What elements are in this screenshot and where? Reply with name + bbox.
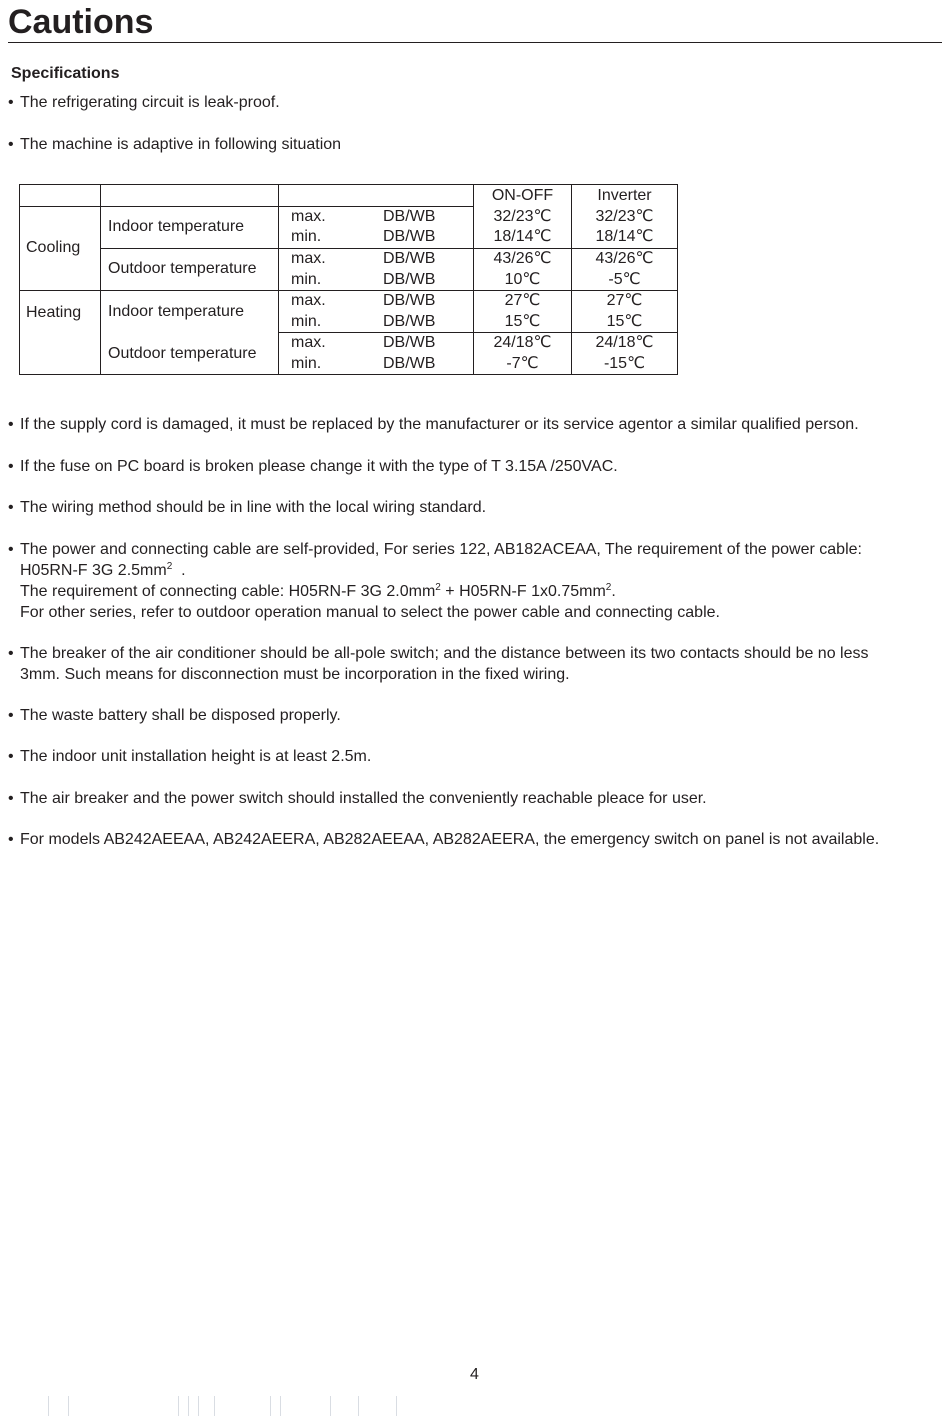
power-cable-line-3b: + H05RN-F 1x0.75mm: [440, 583, 606, 600]
bullet-icon: •: [8, 541, 14, 558]
bullet-wiring: [8, 497, 946, 518]
superscript: 2: [435, 582, 441, 593]
bullet-text: The wiring method should be in line with the local wiring standard.: [20, 499, 487, 516]
bullet-text: The machine is adaptive in following situation: [20, 136, 342, 153]
bullet-icon: •: [8, 458, 14, 475]
unit-cell: DB/WB: [383, 207, 436, 225]
bullet-icon: •: [8, 831, 14, 848]
limit-cell: min.: [279, 312, 384, 333]
bullet-air-breaker: [8, 788, 946, 809]
page-title: Cautions: [8, 2, 942, 43]
onoff-cell: -7℃: [474, 354, 572, 375]
bullet-icon: •: [8, 499, 14, 516]
bullet-icon: •: [8, 94, 14, 111]
bullet-text: If the supply cord is damaged, it must be replaced by the manufacturer or its service agentor a similar qualified person.: [20, 416, 859, 433]
bullet-breaker: [8, 643, 946, 685]
bullet-icon: •: [8, 707, 14, 724]
bullet-text: [20, 643, 946, 685]
table-row: [20, 333, 678, 354]
bullet-text: The refrigerating circuit is leak-proof.: [20, 94, 280, 111]
bullet-icon: •: [8, 645, 14, 662]
limit-cell: min.: [279, 227, 384, 248]
limit-cell: min.: [279, 354, 384, 375]
period: .: [181, 562, 186, 579]
outdoor-label: Outdoor temperature: [101, 248, 279, 290]
inverter-cell: 32/23℃: [572, 206, 678, 227]
unit-cell: DB/WB: [383, 292, 436, 310]
indoor-label: Indoor temperature: [101, 290, 279, 332]
group-heating: [20, 290, 101, 374]
group-cooling: Cooling: [20, 206, 101, 290]
inverter-cell: 15℃: [572, 312, 678, 333]
unit-cell: DB/WB: [383, 334, 436, 352]
bullet-battery: [8, 705, 946, 726]
page-number: 4: [470, 1366, 479, 1383]
bullet-text: [20, 539, 946, 623]
onoff-cell: 43/26℃: [474, 248, 572, 269]
inverter-cell: 18/14℃: [572, 227, 678, 248]
onoff-cell: 10℃: [474, 269, 572, 290]
power-cable-line-2: H05RN-F 3G 2.5mm: [20, 562, 167, 579]
unit-cell: DB/WB: [383, 312, 474, 333]
table-row: [20, 206, 678, 227]
period: .: [611, 583, 616, 600]
bullet-text: The air breaker and the power switch should installed the conveniently reachable pleace for user.: [20, 790, 707, 807]
onoff-cell: 24/18℃: [474, 333, 572, 354]
bullet-text: The waste battery shall be disposed properly.: [20, 707, 341, 724]
onoff-cell: 18/14℃: [474, 227, 572, 248]
bullet-fuse: [8, 456, 946, 477]
limit-cell: max.: [279, 206, 384, 227]
power-cable-line-3a: The requirement of connecting cable: H05RN-F 3G 2.0mm: [20, 583, 436, 600]
col-header-onoff: ON-OFF: [474, 185, 572, 207]
bullet-models: [8, 829, 946, 850]
bullet-text: For models AB242AEEAA, AB242AEERA, AB282AEEAA, AB282AEERA, the emergency switch on panel is not available.: [20, 831, 880, 848]
spec-table: [19, 184, 678, 375]
indoor-label: Indoor temperature: [101, 206, 279, 248]
bullet-icon: •: [8, 136, 14, 153]
outdoor-label: Outdoor temperature: [101, 333, 279, 375]
inverter-cell: 27℃: [572, 290, 678, 311]
bullet-height: [8, 746, 946, 767]
bullet-power-cable: [8, 539, 946, 623]
breaker-line-1: The breaker of the air conditioner should be all-pole switch; and the distance between its two contacts should be no less: [20, 645, 869, 662]
unit-cell: DB/WB: [383, 354, 474, 375]
table-row: [20, 290, 678, 311]
unit-cell: DB/WB: [383, 227, 474, 248]
bullet-adaptive: [8, 134, 946, 155]
bullet-supply-cord: [8, 414, 946, 435]
unit-cell: DB/WB: [383, 269, 474, 290]
col-header-inverter: Inverter: [572, 185, 678, 207]
limit-cell: max.: [279, 248, 384, 269]
section-title: Specifications: [11, 65, 120, 82]
bullet-icon: •: [8, 416, 14, 433]
bullet-text: If the fuse on PC board is broken please change it with the type of T 3.15A /250VAC.: [20, 458, 618, 475]
power-cable-line-1: The power and connecting cable are self-provided, For series 122, AB182ACEAA, The requirement of the power cable:: [20, 541, 862, 558]
group-heating-label: Heating: [26, 303, 82, 321]
footer-decoration: [48, 1396, 448, 1418]
bullet-icon: •: [8, 748, 14, 765]
superscript: 2: [166, 561, 173, 572]
inverter-cell: -15℃: [572, 354, 678, 375]
breaker-line-2: 3mm. Such means for disconnection must be incorporation in the fixed wiring.: [20, 666, 570, 683]
table-row: [20, 248, 678, 269]
limit-cell: max.: [279, 333, 384, 354]
onoff-cell: 32/23℃: [474, 206, 572, 227]
inverter-cell: -5℃: [572, 269, 678, 290]
limit-cell: max.: [279, 290, 384, 311]
bullet-text: The indoor unit installation height is at least 2.5m.: [20, 748, 372, 765]
inverter-cell: 43/26℃: [572, 248, 678, 269]
power-cable-line-4: For other series, refer to outdoor operation manual to select the power cable and connecting cable.: [20, 604, 720, 621]
onoff-cell: 27℃: [474, 290, 572, 311]
limit-cell: min.: [279, 269, 384, 290]
inverter-cell: 24/18℃: [572, 333, 678, 354]
unit-cell: DB/WB: [383, 250, 436, 268]
onoff-cell: 15℃: [474, 312, 572, 333]
bullet-icon: •: [8, 790, 14, 807]
bullet-leak-proof: [8, 92, 946, 113]
superscript: 2: [605, 582, 612, 593]
